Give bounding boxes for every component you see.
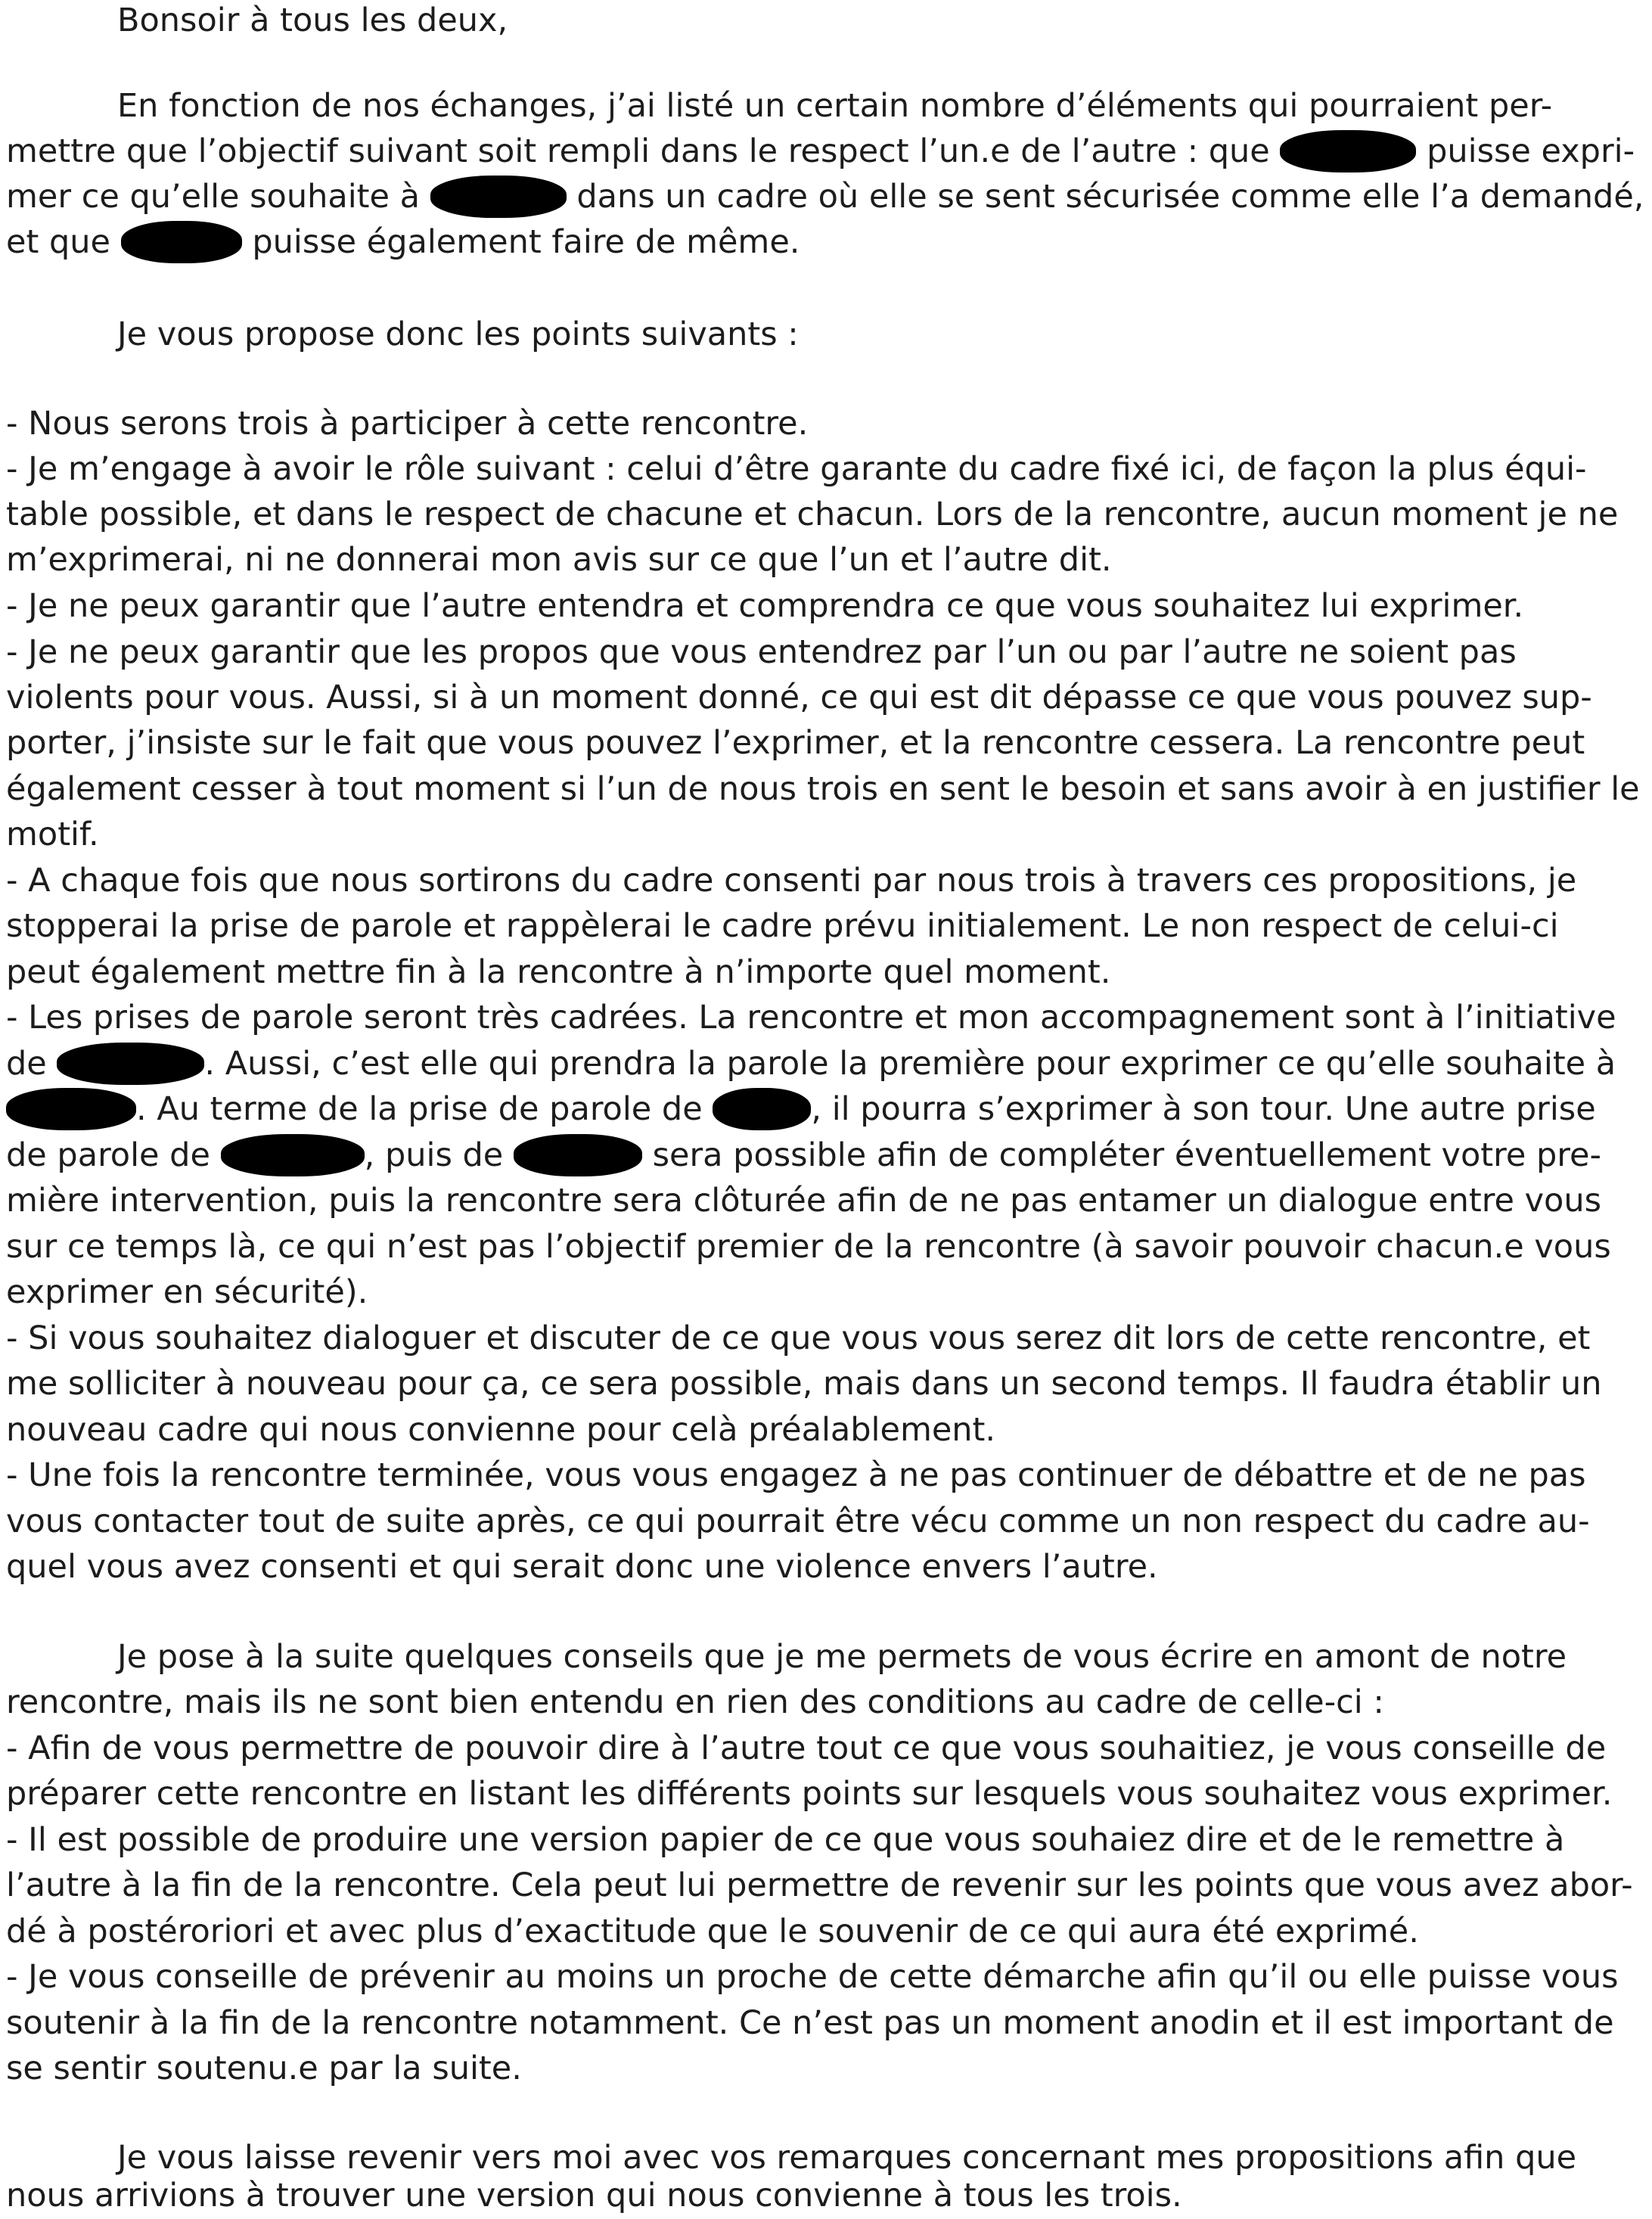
intro-line-1: En fonction de nos échanges, j’ai listé un certain nombre d’éléments qui pourraient per- (117, 87, 1553, 125)
point-4-line-2: violents pour vous. Aussi, si à un moment donné, ce qui est dit dépasse ce que vous pouvez sup- (6, 679, 1592, 716)
proposal-lead: Je vous propose donc les points suivants : (117, 315, 799, 353)
advice-lead-line-2: rencontre, mais ils ne sont bien entendu en rien des conditions au cadre de celle-ci : (6, 1683, 1384, 1721)
point-8-line-3: quel vous avez consenti et qui serait donc une violence envers l’autre. (6, 1548, 1158, 1586)
closing-line-2: nous arrivions à trouver une version qui nous convienne à tous les trois. (6, 2177, 1182, 2214)
advice-1-line-2: préparer cette rencontre en listant les différents points sur lesquels vous souhaitez vous exprimer. (6, 1775, 1613, 1813)
point-6-line-3: . Au terme de la prise de parole de , il pourra s’exprimer à son tour. Une autre prise (6, 1086, 1596, 1133)
advice-2-line-3: dé à postéroriori et avec plus d’exactitude que le souvenir de ce qui aura été exprimé. (6, 1913, 1419, 1950)
point-1: - Nous serons trois à participer à cette rencontre. (6, 405, 809, 443)
point-7-line-1: - Si vous souhaitez dialoguer et discuter de ce que vous vous serez dit lors de cette rencontre, et (6, 1319, 1591, 1357)
point-6-line-5: mière intervention, puis la rencontre sera clôturée afin de ne pas entamer un dialogue entre vous (6, 1182, 1601, 1220)
point-2-line-2: table possible, et dans le respect de chacune et chacun. Lors de la rencontre, aucun moment je ne (6, 496, 1619, 533)
advice-1-line-1: - Afin de vous permettre de pouvoir dire à l’autre tout ce que vous souhaitiez, je vous conseille de (6, 1730, 1607, 1767)
point-4-line-5: motif. (6, 816, 99, 853)
point-6-line-2: de . Aussi, c’est elle qui prendra la parole la première pour exprimer ce qu’elle souhaite à (6, 1041, 1616, 1087)
point-5-line-1: - A chaque fois que nous sortirons du cadre consenti par nous trois à travers ces propositions, je (6, 862, 1577, 900)
redaction-mark (57, 1043, 204, 1085)
intro-line-3: mer ce qu’elle souhaite à dans un cadre où elle se sent sécurisée comme elle l’a demandé, (6, 174, 1644, 220)
advice-lead-line-1: Je pose à la suite quelques conseils que je me permets de vous écrire en amont de notre (117, 1638, 1567, 1676)
point-8-line-1: - Une fois la rencontre terminée, vous vous engagez à ne pas continuer de débattre et de ne pas (6, 1456, 1586, 1494)
redaction-mark (430, 176, 567, 218)
point-4-line-4: également cesser à tout moment si l’un de nous trois en sent le besoin et sans avoir à en justifier le (6, 770, 1640, 808)
redaction-mark (1280, 130, 1416, 172)
point-4-line-1: - Je ne peux garantir que les propos que vous entendrez par l’un ou par l’autre ne soient pas (6, 633, 1517, 671)
redaction-mark (514, 1134, 642, 1176)
point-5-line-2: stopperai la prise de parole et rappèlerai le cadre prévu initialement. Le non respect de celui-ci (6, 907, 1559, 945)
redaction-mark (713, 1088, 811, 1130)
advice-2-line-1: - Il est possible de produire une version papier de ce que vous souhaiez dire et de le remettre à (6, 1821, 1565, 1859)
advice-3-line-3: se sentir soutenu.e par la suite. (6, 2050, 522, 2087)
redaction-mark (6, 1088, 136, 1130)
advice-3-line-1: - Je vous conseille de prévenir au moins un proche de cette démarche afin qu’il ou elle puisse vous (6, 1958, 1619, 1996)
point-2-line-1: - Je m’engage à avoir le rôle suivant : celui d’être garante du cadre fixé ici, de façon la plus équi- (6, 450, 1587, 488)
point-7-line-2: me solliciter à nouveau pour ça, ce sera possible, mais dans un second temps. Il faudra établir un (6, 1365, 1602, 1403)
point-3: - Je ne peux garantir que l’autre entendra et comprendra ce que vous souhaitez lui exprimer. (6, 587, 1524, 625)
greeting: Bonsoir à tous les deux, (117, 2, 508, 39)
point-6-line-1: - Les prises de parole seront très cadrées. La rencontre et mon accompagnement sont à l’initiative (6, 999, 1616, 1036)
point-4-line-3: porter, j’insiste sur le fait que vous pouvez l’exprimer, et la rencontre cessera. La rencontre peut (6, 724, 1585, 762)
point-7-line-3: nouveau cadre qui nous convienne pour celà préalablement. (6, 1411, 996, 1449)
point-2-line-3: m’exprimerai, ni ne donnerai mon avis sur ce que l’un et l’autre dit. (6, 541, 1112, 579)
intro-line-4: et que puisse également faire de même. (6, 219, 800, 266)
advice-3-line-2: soutenir à la fin de la rencontre notamment. Ce n’est pas un moment anodin et il est important de (6, 2004, 1614, 2042)
redaction-mark (221, 1134, 365, 1176)
closing-line-1: Je vous laisse revenir vers moi avec vos remarques concernant mes propositions afin que (117, 2139, 1577, 2177)
point-6-line-4: de parole de , puis de sera possible afin de compléter éventuellement votre pre- (6, 1133, 1601, 1179)
intro-line-2: mettre que l’objectif suivant soit rempli dans le respect l’un.e de l’autre : que puisse expri- (6, 129, 1635, 175)
advice-2-line-2: l’autre à la fin de la rencontre. Cela peut lui permettre de revenir sur les points que vous avez abor- (6, 1866, 1633, 1904)
point-6-line-7: exprimer en sécurité). (6, 1273, 368, 1311)
point-6-line-6: sur ce temps là, ce qui n’est pas l’objectif premier de la rencontre (à savoir pouvoir chacun.e vous (6, 1228, 1611, 1266)
redaction-mark (121, 221, 242, 263)
point-8-line-2: vous contacter tout de suite après, ce qui pourrait être vécu comme un non respect du cadre au- (6, 1503, 1590, 1540)
point-5-line-3: peut également mettre fin à la rencontre à n’importe quel moment. (6, 953, 1111, 991)
